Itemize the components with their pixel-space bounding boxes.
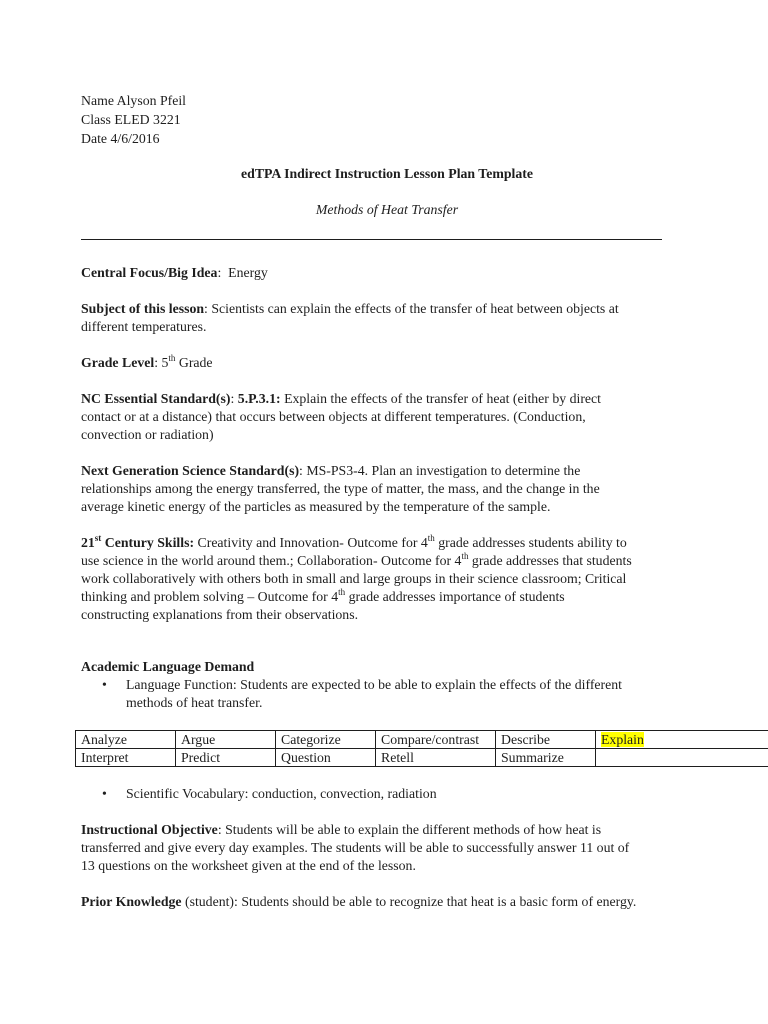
prior-knowledge: Prior Knowledge (student): Students should be able to recognize that heat is a basic form of energy.: [81, 894, 637, 909]
table-cell: Categorize: [276, 731, 376, 749]
central-focus: Central Focus/Big Idea: Energy: [81, 265, 268, 280]
century-skills-label-rest: Century Skills:: [101, 535, 195, 550]
century-skills-label-sup: st: [94, 533, 102, 543]
subject-of-lesson: Subject of this lesson: Scientists can explain the effects of the transfer of heat between objects at different temperatures.: [81, 301, 619, 334]
grade-superscript: th: [168, 353, 176, 363]
grade-number: 5: [161, 355, 169, 370]
academic-language-heading: [81, 658, 693, 676]
table-row: [76, 749, 768, 767]
grade-level-label: Grade Level: [81, 355, 155, 370]
grade-level: Grade Level: 5th Grade: [81, 353, 213, 370]
century-skills-line-4b: grade addresses importance of students: [345, 589, 565, 604]
header-info: [81, 92, 693, 149]
nc-standard-line-1: Explain the effects of the transfer of heat (either by direct: [284, 391, 601, 406]
grade-suffix: Grade: [175, 355, 213, 370]
century-skills-line-2b: grade addresses that students: [468, 553, 632, 568]
ngss-line-3: average kinetic energy of the particles as measured by the temperature of the sample.: [81, 499, 551, 514]
century-skills-line-4a: thinking and problem solving – Outcome for 4: [81, 589, 339, 604]
language-function-line-1: Language Function: Students are expected to be able to explain the effects of the different: [126, 677, 623, 692]
table-cell: Interpret: [76, 749, 176, 767]
table-cell-highlighted: [596, 731, 768, 749]
objective-line-3: 13 questions on the worksheet given at the end of the lesson.: [81, 858, 416, 873]
century-skills-line-1-sup: th: [427, 533, 435, 543]
nc-essential-standard: NC Essential Standard(s): 5.P.3.1: Explain the effects of the transfer of heat (either by direct contact or at a distance) that occurs between objects at different temperatures. (Conduction, convection or radiation): [81, 391, 601, 442]
table-cell: Describe: [496, 731, 596, 749]
prior-knowledge-text: Students should be able to recognize that heat is a basic form of energy.: [241, 894, 637, 909]
language-function-line-2: methods of heat transfer.: [126, 695, 263, 710]
academic-language-heading-text: Academic Language Demand: [81, 659, 255, 674]
language-function-item: [81, 676, 693, 712]
century-skills: [81, 534, 693, 624]
ngss-standard: Next Generation Science Standard(s): MS-PS3-4. Plan an investigation to determine the relationships among the energy transferred, the type of matter, the mass, and the change in the average kinetic energy of the particles as measured by the temperature of the sample.: [81, 463, 600, 514]
central-focus-label: Central Focus/Big Idea: [81, 265, 218, 280]
objective-line-1: Students will be able to explain the different methods of how heat is: [225, 822, 602, 837]
nc-standard-label: NC Essential Standard(s): [81, 391, 231, 406]
century-skills-line-4-sup: th: [338, 587, 346, 597]
vocabulary-text: Scientific Vocabulary: conduction, convection, radiation: [126, 786, 437, 801]
central-focus-value: Energy: [228, 265, 268, 280]
highlighted-term: Explain: [601, 732, 644, 747]
table-cell: Analyze: [76, 731, 176, 749]
objective-line-2: transferred and give every day examples. The students will be able to successfully answer 11 out of: [81, 840, 630, 855]
nc-standard-line-2: contact or at a distance) that occurs between objects at different temperatures. (Conduction,: [81, 409, 586, 424]
table-cell: [596, 749, 768, 767]
ngss-line-1: MS-PS3-4. Plan an investigation to determine the: [306, 463, 581, 478]
century-skills-line-1b: grade addresses students ability to: [434, 535, 627, 550]
objective-label: Instructional Objective: [81, 822, 218, 837]
horizontal-divider: [81, 239, 662, 240]
ngss-label: Next Generation Science Standard(s): [81, 463, 300, 478]
century-skills-line-2a: use science in the world around them.; Collaboration- Outcome for 4: [81, 553, 462, 568]
subject-line-1: Scientists can explain the effects of the transfer of heat between objects at: [211, 301, 619, 316]
lesson-plan-page: [81, 92, 693, 911]
subject-line-2: different temperatures.: [81, 319, 207, 334]
century-skills-line-3: work collaboratively with others both in small and large groups in their science classroom; Critical: [81, 571, 627, 586]
vocabulary-item: [81, 785, 693, 803]
table-cell: Argue: [176, 731, 276, 749]
table-cell: Retell: [376, 749, 496, 767]
table-cell: Question: [276, 749, 376, 767]
table-row: [76, 731, 768, 749]
class-line: Class ELED 3221: [81, 112, 181, 127]
prior-knowledge-qualifier: (student): [181, 894, 235, 909]
table-cell: Predict: [176, 749, 276, 767]
century-skills-line-5: constructing explanations from their observations.: [81, 607, 359, 622]
lesson-subtitle: Methods of Heat Transfer: [315, 202, 459, 217]
document-title: edTPA Indirect Instruction Lesson Plan Template: [241, 166, 533, 181]
nc-standard-code: 5.P.3.1:: [237, 391, 281, 406]
name-line: Name Alyson Pfeil: [81, 93, 186, 108]
bullet-icon: •: [102, 786, 107, 801]
century-skills-label-number: 21: [81, 535, 95, 550]
century-skills-label: [81, 535, 194, 550]
prior-knowledge-label: Prior Knowledge: [81, 894, 182, 909]
table-cell: Compare/contrast: [376, 731, 496, 749]
nc-standard-line-3: convection or radiation): [81, 427, 214, 442]
date-line: Date 4/6/2016: [81, 131, 160, 146]
subject-label: Subject of this lesson: [81, 301, 205, 316]
bullet-icon: •: [102, 677, 107, 692]
century-skills-line-2-sup: th: [461, 551, 469, 561]
academic-language-table: [75, 730, 768, 767]
table-cell: Summarize: [496, 749, 596, 767]
century-skills-line-1a: Creativity and Innovation- Outcome for 4: [197, 535, 428, 550]
ngss-line-2: relationships among the energy transferred, the type of matter, the mass, and the change in the: [81, 481, 600, 496]
instructional-objective: Instructional Objective: Students will be able to explain the different methods of how heat is transferred and give every day examples. The students will be able to successfully answer 11 out of 13 questions on the worksheet given at the end of the lesson.: [81, 822, 630, 873]
